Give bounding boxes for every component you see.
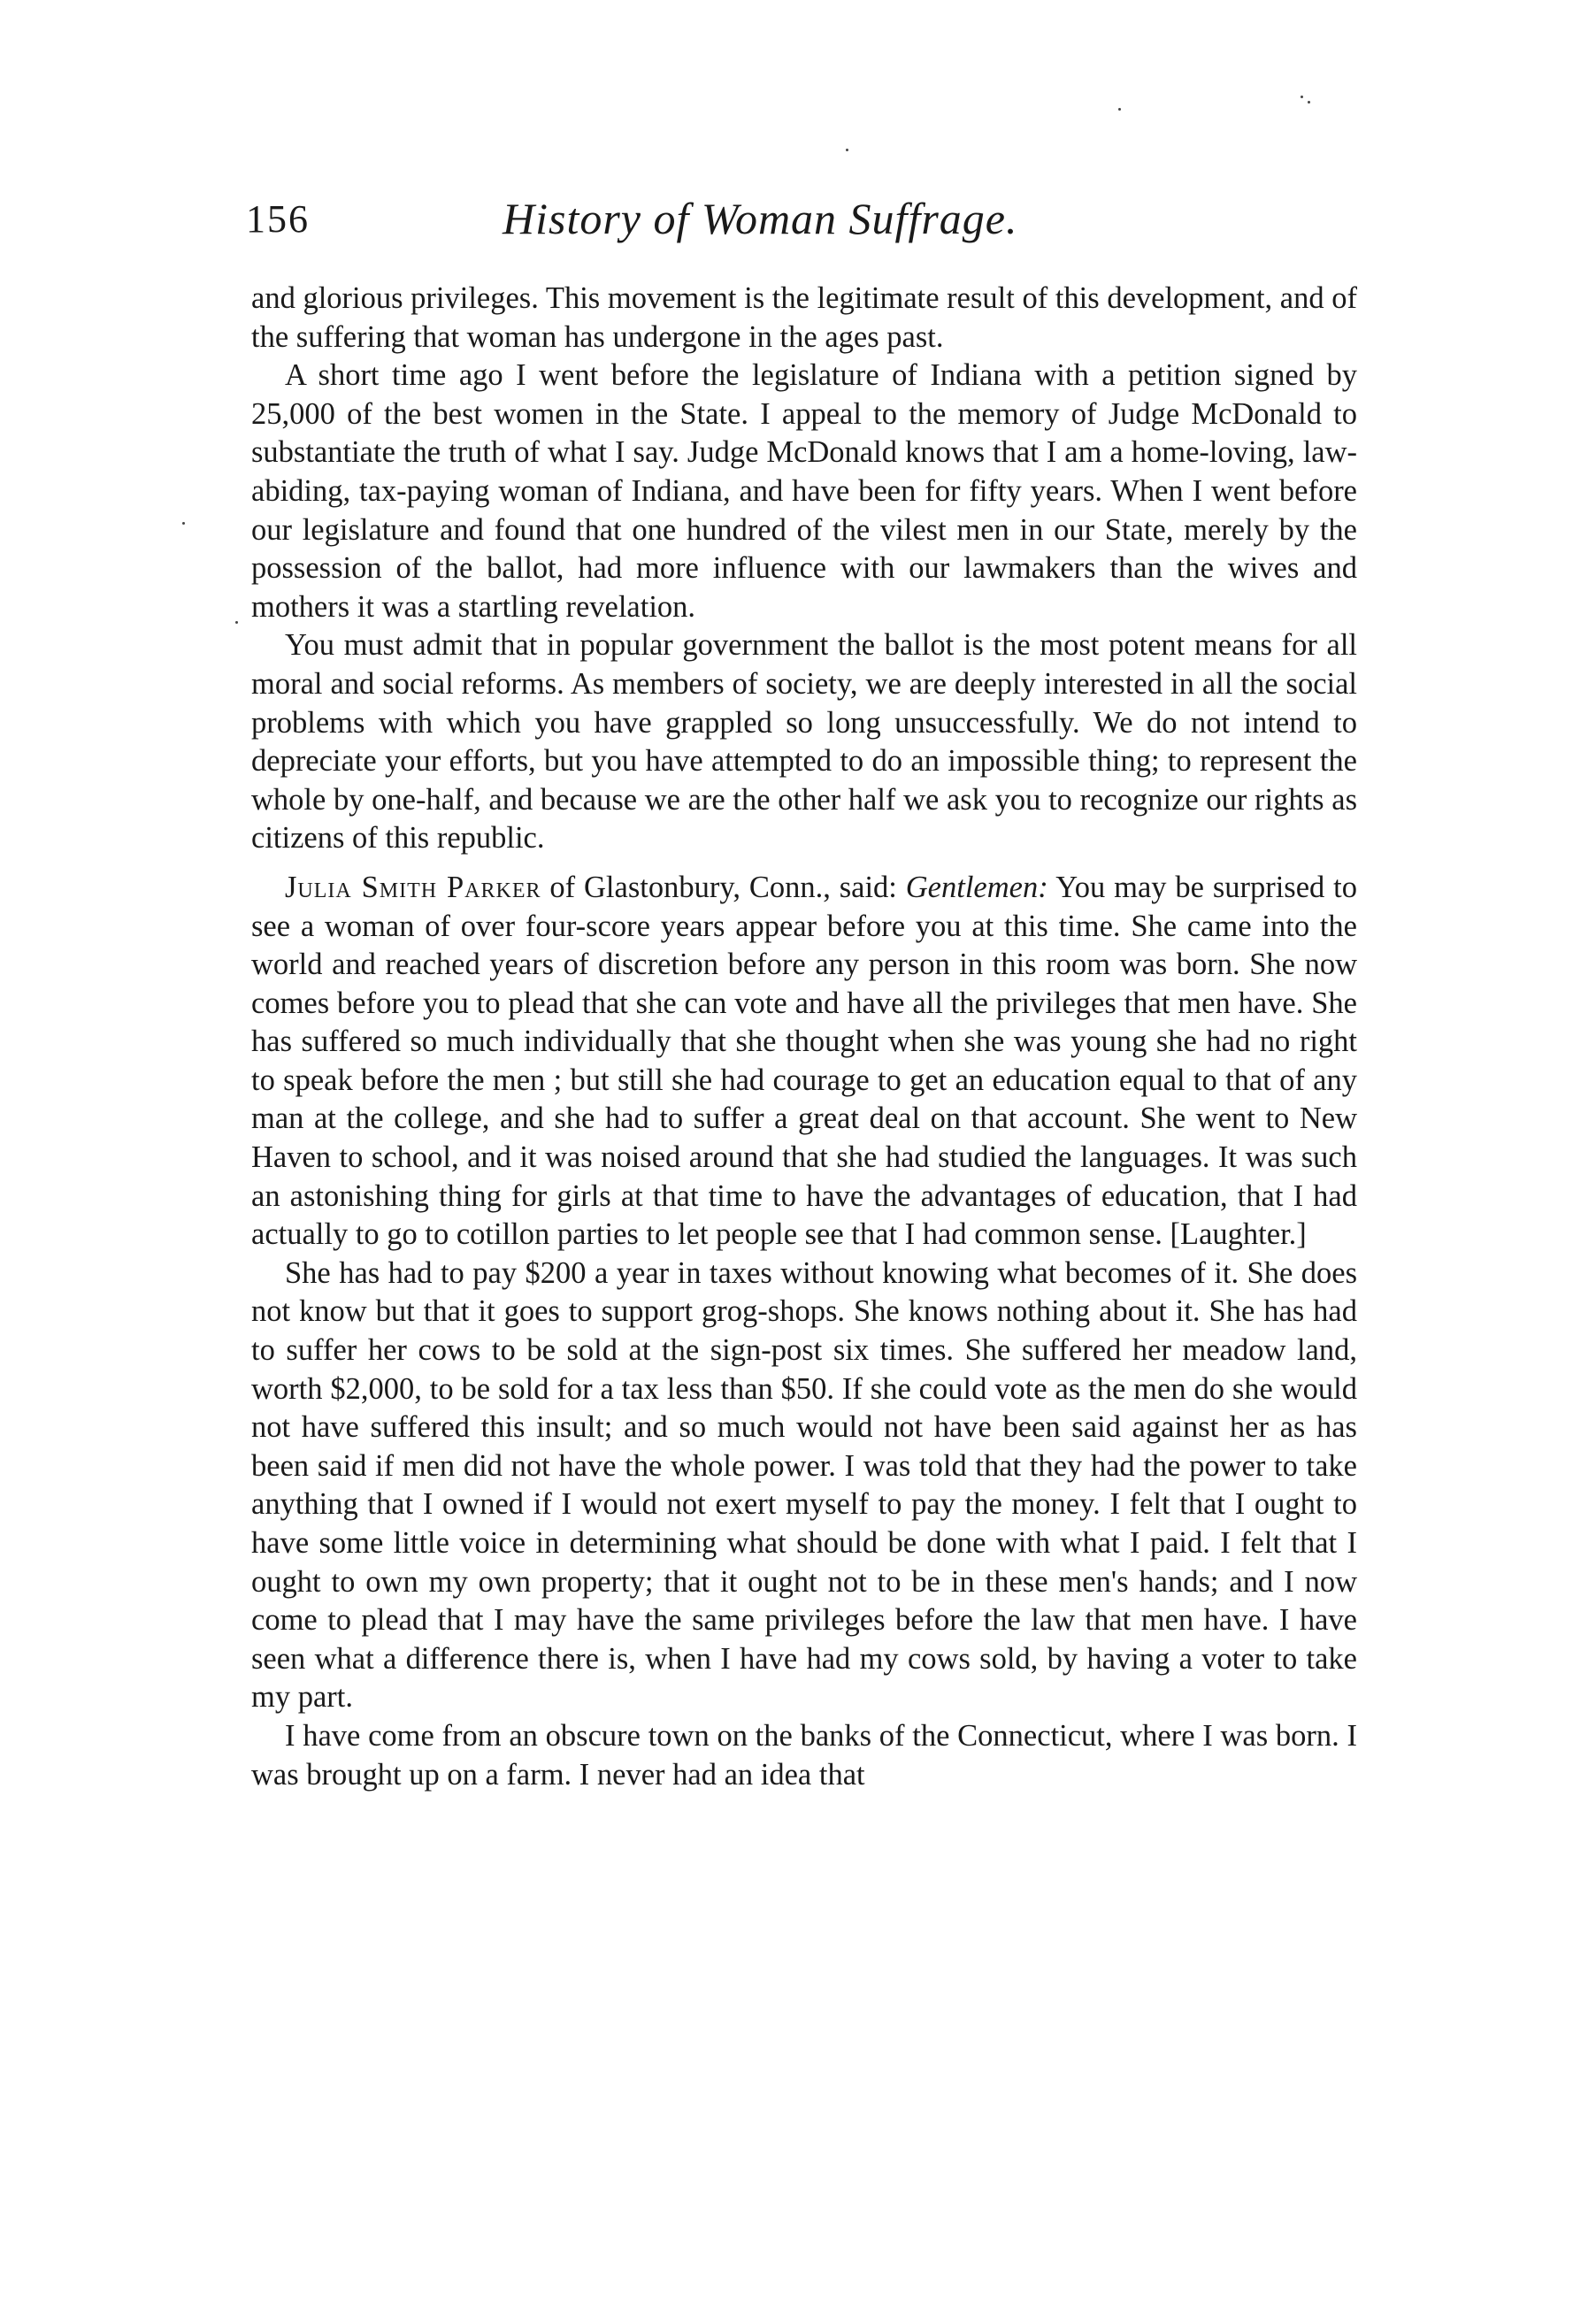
speech-lead: of Glastonbury, Conn., said:	[541, 870, 906, 904]
scan-speck	[1118, 108, 1121, 111]
scan-speck	[846, 149, 848, 151]
paragraph: She has had to pay $200 a year in taxes without knowing what becomes of it. She does not know but that it goes to support grog-shops. She knows nothing about it. She has had to suffer her cows to be sold at the sign-post six times. She suffered her meadow land, worth $2,000, to be sold for a tax less than $50. If she could vote as the men do she would not have suffered this insult; and so much would not have been said against her as has been said if men did not have the whole power. I was told that they had the power to take anything that I owned if I would not exert myself to pay the money. I felt that I ought to have some little voice in determining what should be done with what I paid. I felt that I ought to own my own property; that it ought not to be in these men's hands; and I now come to plead that I may have the same privileges before the law that men have. I have seen what a difference there is, when I have had my cows sold, by having a voter to take my part.	[251, 1255, 1357, 1715]
body-text	[251, 280, 1357, 1794]
scan-speck	[182, 522, 185, 525]
page-number: 156	[246, 197, 310, 241]
speech-text: You may be surprised to see a woman of over four-score years appear before you at this time. She came into the world and reached years of discretion before any person in this room was born. She now comes before you to plead that she can vote and have all the privileges that men have. She has suffered so much individually that she thought when she was young she had no right to speak before the men ; but still she had courage to get an education equal to that of any man at the college, and she had to suffer a great deal on that account. She went to New Haven to school, and it was noised around that she had studied the languages. It was such an astonishing thing for girls at that time to have the advantages of education, that I had actually to go to cotillon parties to let people see that I had common sense. [Laughter.]	[251, 870, 1357, 1252]
speaker-name: Julia Smith Parker	[285, 870, 541, 904]
paragraph: A short time ago I went before the legislature of Indiana with a petition signed by 25,000 of the best women in the State. I appeal to the memory of Judge McDonald to substantiate the truth of what I say. Judge McDonald knows that I am a home-loving, law-abiding, tax-paying woman of Indiana, and have been for fifty years. When I went before our legislature and found that one hundred of the vilest men in our State, merely by the possession of the ballot, had more influence with our lawmakers than the wives and mothers it was a startling revelation.	[251, 358, 1357, 624]
paragraph-speech	[251, 869, 1357, 1255]
paragraph: I have come from an obscure town on the banks of the Connecticut, where I was born. I was brought up on a farm. I never had an idea that	[251, 1718, 1357, 1792]
scan-speck	[1301, 96, 1303, 98]
salutation: Gentlemen:	[905, 870, 1048, 904]
paragraph-continuation: and glorious privileges. This movement is the legitimate result of this development, and of the suffering that woman has undergone in the ages past.	[251, 281, 1357, 354]
paragraph: You must admit that in popular government the ballot is the most potent means for all moral and social reforms. As members of society, we are deeply interested in all the social problems with which you have grappled so long unsuccessfully. We do not intend to depreciate your efforts, but you have attempted to do an impossible thing; to represent the whole by one-half, and because we are the other half we ask you to recognize our rights as citizens of this republic.	[251, 628, 1357, 856]
scan-speck	[1308, 101, 1310, 104]
running-title: History of Woman Suffrage.	[503, 194, 1018, 243]
scan-speck	[235, 621, 238, 624]
running-head	[246, 193, 1361, 255]
